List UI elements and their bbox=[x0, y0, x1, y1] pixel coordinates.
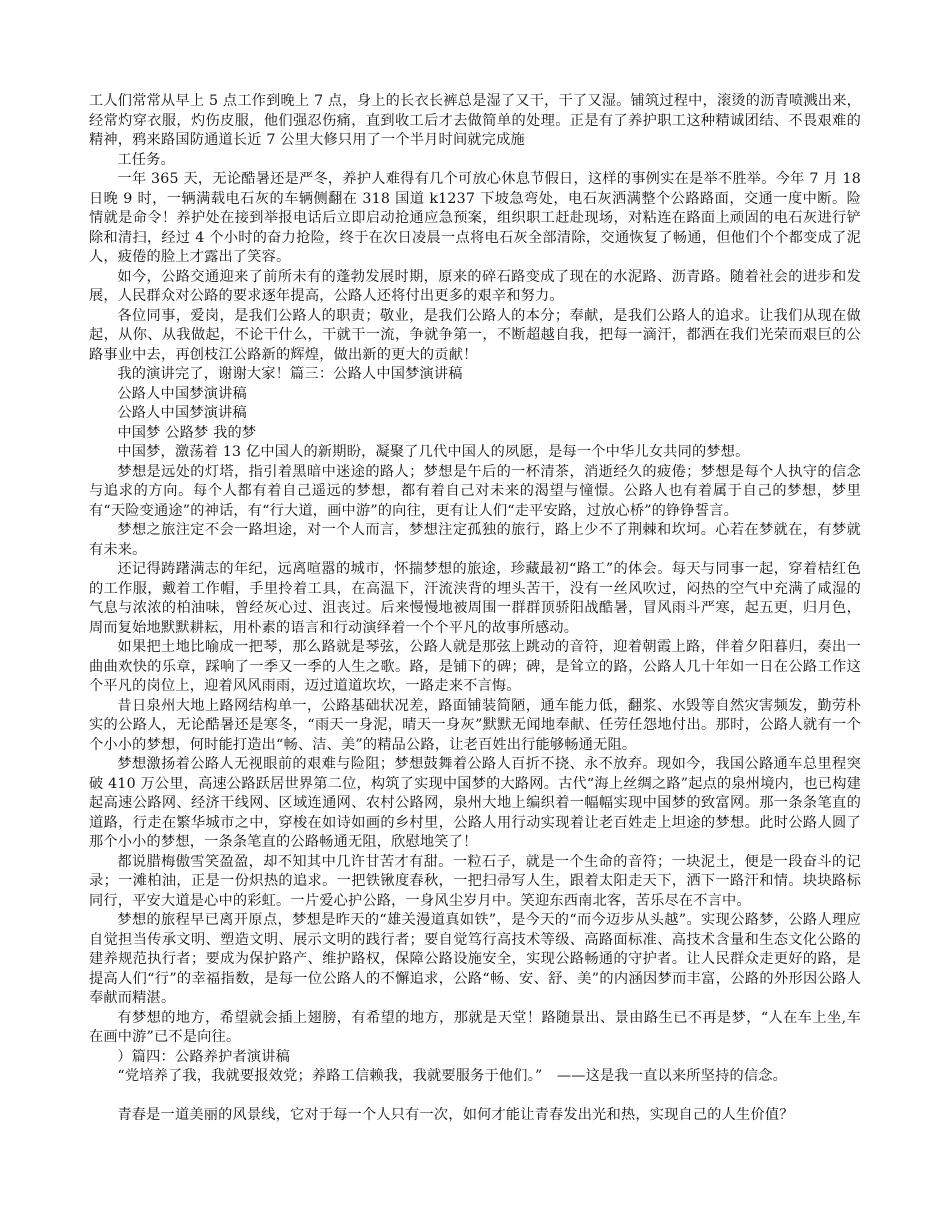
paragraph-4: 如今，公路交通迎来了前所未有的蓬勃发展时期，原来的碎石路变成了现在的水泥路、沥青路。随着社会的进步和发展，人民群众对公路的要求逐年提高，公路人还将付出更多的艰辛和努力。 bbox=[89, 268, 861, 304]
paragraph-17: “党培养了我，我就要报效党；养路工信赖我，我就要服务于他们。” ——这是我一直以来所坚持的信念。 bbox=[117, 1068, 788, 1084]
speech-title-2: 公路人中国梦演讲稿 bbox=[117, 405, 247, 421]
paragraph-6: 我的演讲完了，谢谢大家！篇三：公路人中国梦演讲稿 bbox=[117, 366, 463, 382]
paragraph-11: 如果把土地比喻成一把琴，那么路就是琴弦，公路人就是那弦上跳动的音符，迎着朝霞上路，伴着夕阳暮归，奏出一曲曲欢快的乐章，踩响了一季又一季的人生之歌。路，是铺下的碑；碑，是耸立的路，公路人几十年如一日在公路工作这个平凡的岗位上，迎着风风雨雨，迈过道道坎坎，一路走来不言悔。 bbox=[89, 639, 861, 694]
paragraph-15: 梦想的旅程早已离开原点，梦想是昨天的“雄关漫道真如铁”，是今天的“而今迈步从头越”。实现公路梦，公路人理应自觉担当传承文明、塑造文明、展示文明的践行者；要自觉笃行高技术等级、高路面标准、高技术含量和生态文化公路的建养规范执行者；要成为保护路产、维护路权，保障公路设施安全，实现公路畅通的守护者。让人民群众走更好的路，是提高人们“行”的幸福指数，是每一位公路人的不懈追求，公路“畅、安、舒、美”的内涵因梦而丰富，公路的外形因公路人奉献而精湛。 bbox=[89, 912, 861, 1006]
speech-subtitle: 中国梦 公路梦 我的梦 bbox=[117, 424, 257, 441]
section-heading-4: ）篇四：公路养护者演讲稿 bbox=[117, 1048, 291, 1065]
document-page bbox=[89, 92, 861, 1125]
paragraph-9: 梦想之旅注定不会一路坦途，对一个人而言，梦想注定孤独的旅行，路上少不了荆棘和坎坷。心若在梦就在，有梦就有未来。 bbox=[89, 522, 861, 558]
paragraph-1: 工人们常常从早上 5 点工作到晚上 7 点，身上的长衣长裤总是湿了又干，干了又湿。铺筑过程中，滚烫的沥青喷溅出来，经常灼穿衣服，灼伤皮服，他们强忍伤痛，直到收工后才去做简单的处理。正是有了养护职工这种精诚团结、不畏艰难的精神，鸦来路国防通道长近 7 公里大修只用了一个半月时间就完成施 bbox=[89, 93, 861, 148]
paragraph-10: 还记得踌躇满志的年纪，远离喧嚣的城市，怀揣梦想的旅途，珍藏最初“路工”的体会。每天与同事一起，穿着桔红色的工作服，戴着工作帽，手里拎着工具，在高温下，汗流浃背的埋头苦干，没有一丝风吹过，闷热的空气中充满了咸湿的气息与浓浓的柏油味，曾经灰心过、沮丧过。后来慢慢地被周围一群群顶骄阳战酷暑，冒风雨斗严寒，起五更，归月色，周而复始地默默耕耘，用朴素的语言和行动演绎着一个个平凡的故事所感动。 bbox=[89, 561, 861, 636]
paragraph-14: 都说腊梅傲雪笑盈盈，却不知其中几许甘苦才有甜。一粒石子，就是一个生命的音符；一块泥土，便是一段奋斗的记录；一滩柏油，正是一份炽热的追求。一把铁锹度春秋，一把扫帚写人生，跟着太阳走天下，洒下一路汗和情。块块路标同行，平安大道是心中的彩虹。一片爱心护公路，一身风尘岁月中。笑迎东西南北客，苦乐尽在不言中。 bbox=[89, 853, 861, 909]
paragraph-18: 青春是一道美丽的风景线，它对于每一个人只有一次，如何才能让青春发出光和热，实现自己的人生价值？ bbox=[117, 1106, 794, 1123]
blank-line bbox=[89, 1087, 861, 1106]
paragraph-7: 中国梦，激荡着 13 亿中国人的新期盼，凝聚了几代中国人的夙愿，是每一个中华儿女共同的梦想。 bbox=[117, 444, 750, 460]
paragraph-16: 有梦想的地方，希望就会插上翅膀，有希望的地方，那就是天堂！路随景出、景由路生已不再是梦，“人在车上坐,车在画中游”已不是向往。 bbox=[89, 1009, 861, 1045]
paragraph-3: 一年 365 天，无论酷暑还是严冬，养护人难得有几个可放心休息节假日，这样的事例实在是举不胜举。今年 7 月 18 日晚 9 时，一辆满载电石灰的车辆侧翻在 318 国道 k1237 下坡急弯处，电石灰洒满整个公路路面，交通一度中断。险情就是命令！养护处在接到举报电话后立即启动抢通应急预案，组织职工赶赴现场，对粘连在路面上顽固的电石灰进行铲除和清扫，经过 4 个小时的奋力抢险，终于在次日凌晨一点将电石灰全部清除，交通恢复了畅通，但他们个个都变成了泥人，疲倦的脸上才露出了笑容。 bbox=[89, 171, 861, 265]
paragraph-8: 梦想是远处的灯塔，指引着黑暗中迷途的路人；梦想是午后的一杯清茶，消逝经久的疲倦；梦想是每个人执守的信念与追求的方向。每个人都有着自己遥远的梦想，都有着自己对未来的渴望与憧憬。公路人也有着属于自己的梦想，梦里有“天险变通途”的神话，有“行大道，画中游”的向往，更有让人们“走平安路，过放心桥”的铮铮誓言。 bbox=[89, 463, 861, 519]
paragraph-2: 工任务。 bbox=[117, 151, 175, 168]
speech-title-1: 公路人中国梦演讲稿 bbox=[117, 385, 247, 402]
paragraph-13: 梦想激扬着公路人无视眼前的艰难与险阻；梦想鼓舞着公路人百折不挠、永不放弃。现如今，我国公路通车总里程突破 410 万公里，高速公路跃居世界第二位，构筑了实现中国梦的大路网。古代“海上丝绸之路”起点的泉州境内，也已构建起高速公路网、经济干线网、区域连通网、农村公路网，泉州大地上编织着一幅幅实现中国梦的致富网。那一条条笔直的道路，行走在繁华城市之中，穿梭在如诗如画的乡村里，公路人用行动实现着让老百姓走上坦途的梦想。此时公路人圆了那个小小的梦想，一条条笔直的公路畅通无阻，欣慰地笑了！ bbox=[89, 756, 861, 850]
paragraph-12: 昔日泉州大地上路网结构单一，公路基础状况差，路面铺装简陋，通车能力低，翻浆、水毁等自然灾害频发，勤劳朴实的公路人，无论酷暑还是寒冬，“雨天一身泥，晴天一身灰”默默无闻地奉献、任劳任怨地付出。那时，公路人就有一个个小小的梦想，何时能打造出“畅、洁、美”的精品公路，让老百姓出行能够畅通无阻。 bbox=[89, 697, 861, 753]
paragraph-5: 各位同事，爱岗，是我们公路人的职责；敬业，是我们公路人的本分；奉献，是我们公路人的追求。让我们从现在做起，从你、从我做起，不论干什么，干就干一流，争就争第一，不断超越自我，把每一滴汗，都洒在我们光荣而艰巨的公路事业中去，再创枝江公路新的辉煌，做出新的更大的贡献！ bbox=[89, 307, 861, 363]
